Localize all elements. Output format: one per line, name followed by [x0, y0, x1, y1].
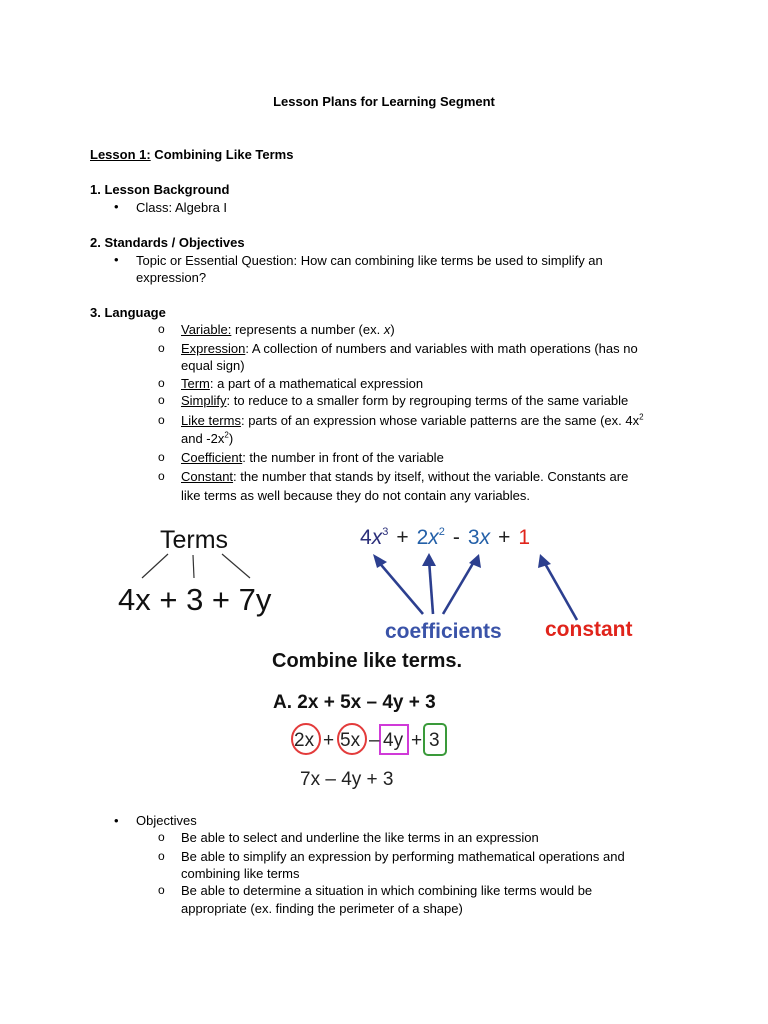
- vocab-term: Term: [181, 376, 210, 391]
- list-marker: o: [158, 849, 165, 863]
- vocab-constant: [181, 468, 628, 485]
- list-marker: o: [158, 830, 165, 844]
- coefficients-figure: [345, 518, 665, 648]
- list-marker: o: [158, 883, 165, 897]
- term-5x: 5x: [340, 730, 361, 751]
- vocab-term: Constant: [181, 469, 234, 484]
- vocab-term: Like terms: [181, 413, 241, 428]
- var-x: x: [428, 526, 439, 549]
- vocab-like-terms: [181, 412, 644, 429]
- list-marker: o: [158, 322, 165, 336]
- operator: +: [498, 526, 511, 549]
- objective-item: Be able to determine a situation in which combining like terms would be: [181, 883, 593, 898]
- objective-item-line2: appropriate (ex. finding the perimeter of a shape): [181, 901, 463, 916]
- section-heading-background: 1. Lesson Background: [90, 182, 230, 197]
- arrow-head: [422, 553, 436, 566]
- combine-result: 7x – 4y + 3: [300, 769, 394, 790]
- vocab-term: Coefficient: [181, 450, 243, 465]
- arrow-head: [373, 554, 387, 568]
- vocab-constant-line2: like terms as well because they do not contain any variables.: [181, 488, 531, 503]
- bullet-icon: •: [114, 199, 119, 214]
- arrows: [377, 560, 577, 620]
- vocab-expression-line2: equal sign): [181, 358, 245, 373]
- combine-figure: [270, 645, 485, 795]
- vocab-term: Variable:: [181, 322, 232, 337]
- vocab-coefficient: [181, 449, 444, 466]
- vocab-definition: represents a number (ex.: [231, 322, 384, 337]
- constant-label: constant: [545, 618, 633, 641]
- exponent: 2: [224, 430, 229, 440]
- vocab-definition: : to reduce to a smaller form by regrouping terms of the same variable: [226, 393, 629, 408]
- vocab-definition: : a part of a mathematical expression: [209, 376, 424, 391]
- list-marker: o: [158, 469, 165, 483]
- combine-heading: Combine like terms.: [272, 650, 463, 672]
- section-heading-standards: 2. Standards / Objectives: [90, 235, 245, 250]
- operator: +: [323, 730, 335, 751]
- term-2x: 2x: [294, 730, 315, 751]
- operator: –: [369, 730, 380, 751]
- vocab-term: Expression: [181, 341, 246, 356]
- vocab-variable: [181, 321, 395, 338]
- standards-bullet-line1: Topic or Essential Question: How can combining like terms be used to simplify an: [136, 253, 603, 268]
- lesson-heading: [90, 146, 293, 163]
- terms-expression: 4x + 3 + 7y: [118, 582, 272, 617]
- coef-2: 2: [416, 526, 429, 549]
- operator: -: [452, 526, 460, 549]
- vocab-definition: : A collection of numbers and variables with math operations (has no: [245, 341, 638, 356]
- exponent: 2: [639, 412, 644, 422]
- lesson-label: Lesson 1:: [90, 147, 151, 162]
- vocab-definition: : the number in front of the variable: [242, 450, 444, 465]
- term-3: 3: [429, 730, 440, 751]
- terms-line: [222, 554, 250, 578]
- terms-line: [142, 554, 168, 578]
- arrow-line: [377, 560, 423, 614]
- list-marker: o: [158, 341, 165, 355]
- coef-3: 3: [467, 526, 480, 549]
- arrow-line: [543, 560, 577, 620]
- arrow-line: [429, 560, 433, 614]
- objective-item: Be able to simplify an expression by performing mathematical operations and: [181, 849, 625, 864]
- vocab-simplify: [181, 392, 628, 409]
- list-marker: o: [158, 450, 165, 464]
- section-heading-language: 3. Language: [90, 305, 166, 320]
- standards-bullet-line2: expression?: [136, 270, 207, 285]
- bullet-icon: •: [114, 813, 119, 828]
- objective-item: Be able to select and underline the like terms in an expression: [181, 830, 539, 845]
- vocab-expression: [181, 340, 638, 357]
- list-marker: o: [158, 413, 165, 427]
- var-x: x: [479, 526, 491, 549]
- coefficients-label: coefficients: [385, 620, 502, 643]
- arrow-heads: [373, 553, 551, 568]
- var-x: x: [371, 526, 383, 549]
- arrow-line: [443, 560, 475, 614]
- terms-label: Terms: [160, 526, 229, 554]
- vocab-var: x: [383, 322, 391, 337]
- vocab-term: Simplify: [181, 393, 227, 408]
- vocab-like-terms-line2: [181, 430, 233, 447]
- operator: +: [411, 730, 423, 751]
- list-marker: o: [158, 376, 165, 390]
- exponent: 3: [382, 526, 389, 538]
- list-marker: o: [158, 393, 165, 407]
- vocab-close: ): [390, 322, 395, 337]
- operator: +: [396, 526, 409, 549]
- bullet-icon: •: [114, 252, 119, 267]
- coef-4: 4: [360, 526, 372, 549]
- arrow-head: [538, 554, 551, 568]
- constant-1: 1: [518, 526, 531, 549]
- vocab-definition: : the number that stands by itself, without the variable. Constants are: [233, 469, 629, 484]
- exponent: 2: [438, 526, 445, 538]
- term-4y: 4y: [383, 730, 404, 751]
- document-title: Lesson Plans for Learning Segment: [273, 94, 495, 109]
- lesson-title: Combining Like Terms: [150, 147, 294, 162]
- background-bullet: Class: Algebra I: [136, 200, 228, 215]
- vocab-definition: and -2x: [181, 431, 225, 446]
- terms-figure: [90, 520, 295, 640]
- vocab-term-item: [181, 375, 423, 392]
- polynomial: [360, 526, 530, 549]
- vocab-definition: : parts of an expression whose variable patterns are the same (ex. 4x: [240, 413, 640, 428]
- objective-item-line2: combining like terms: [181, 866, 300, 881]
- vocab-close: ): [228, 431, 234, 446]
- combine-line-a: A. 2x + 5x – 4y + 3: [273, 692, 436, 713]
- objectives-bullet: Objectives: [136, 813, 197, 828]
- terms-line: [193, 555, 194, 578]
